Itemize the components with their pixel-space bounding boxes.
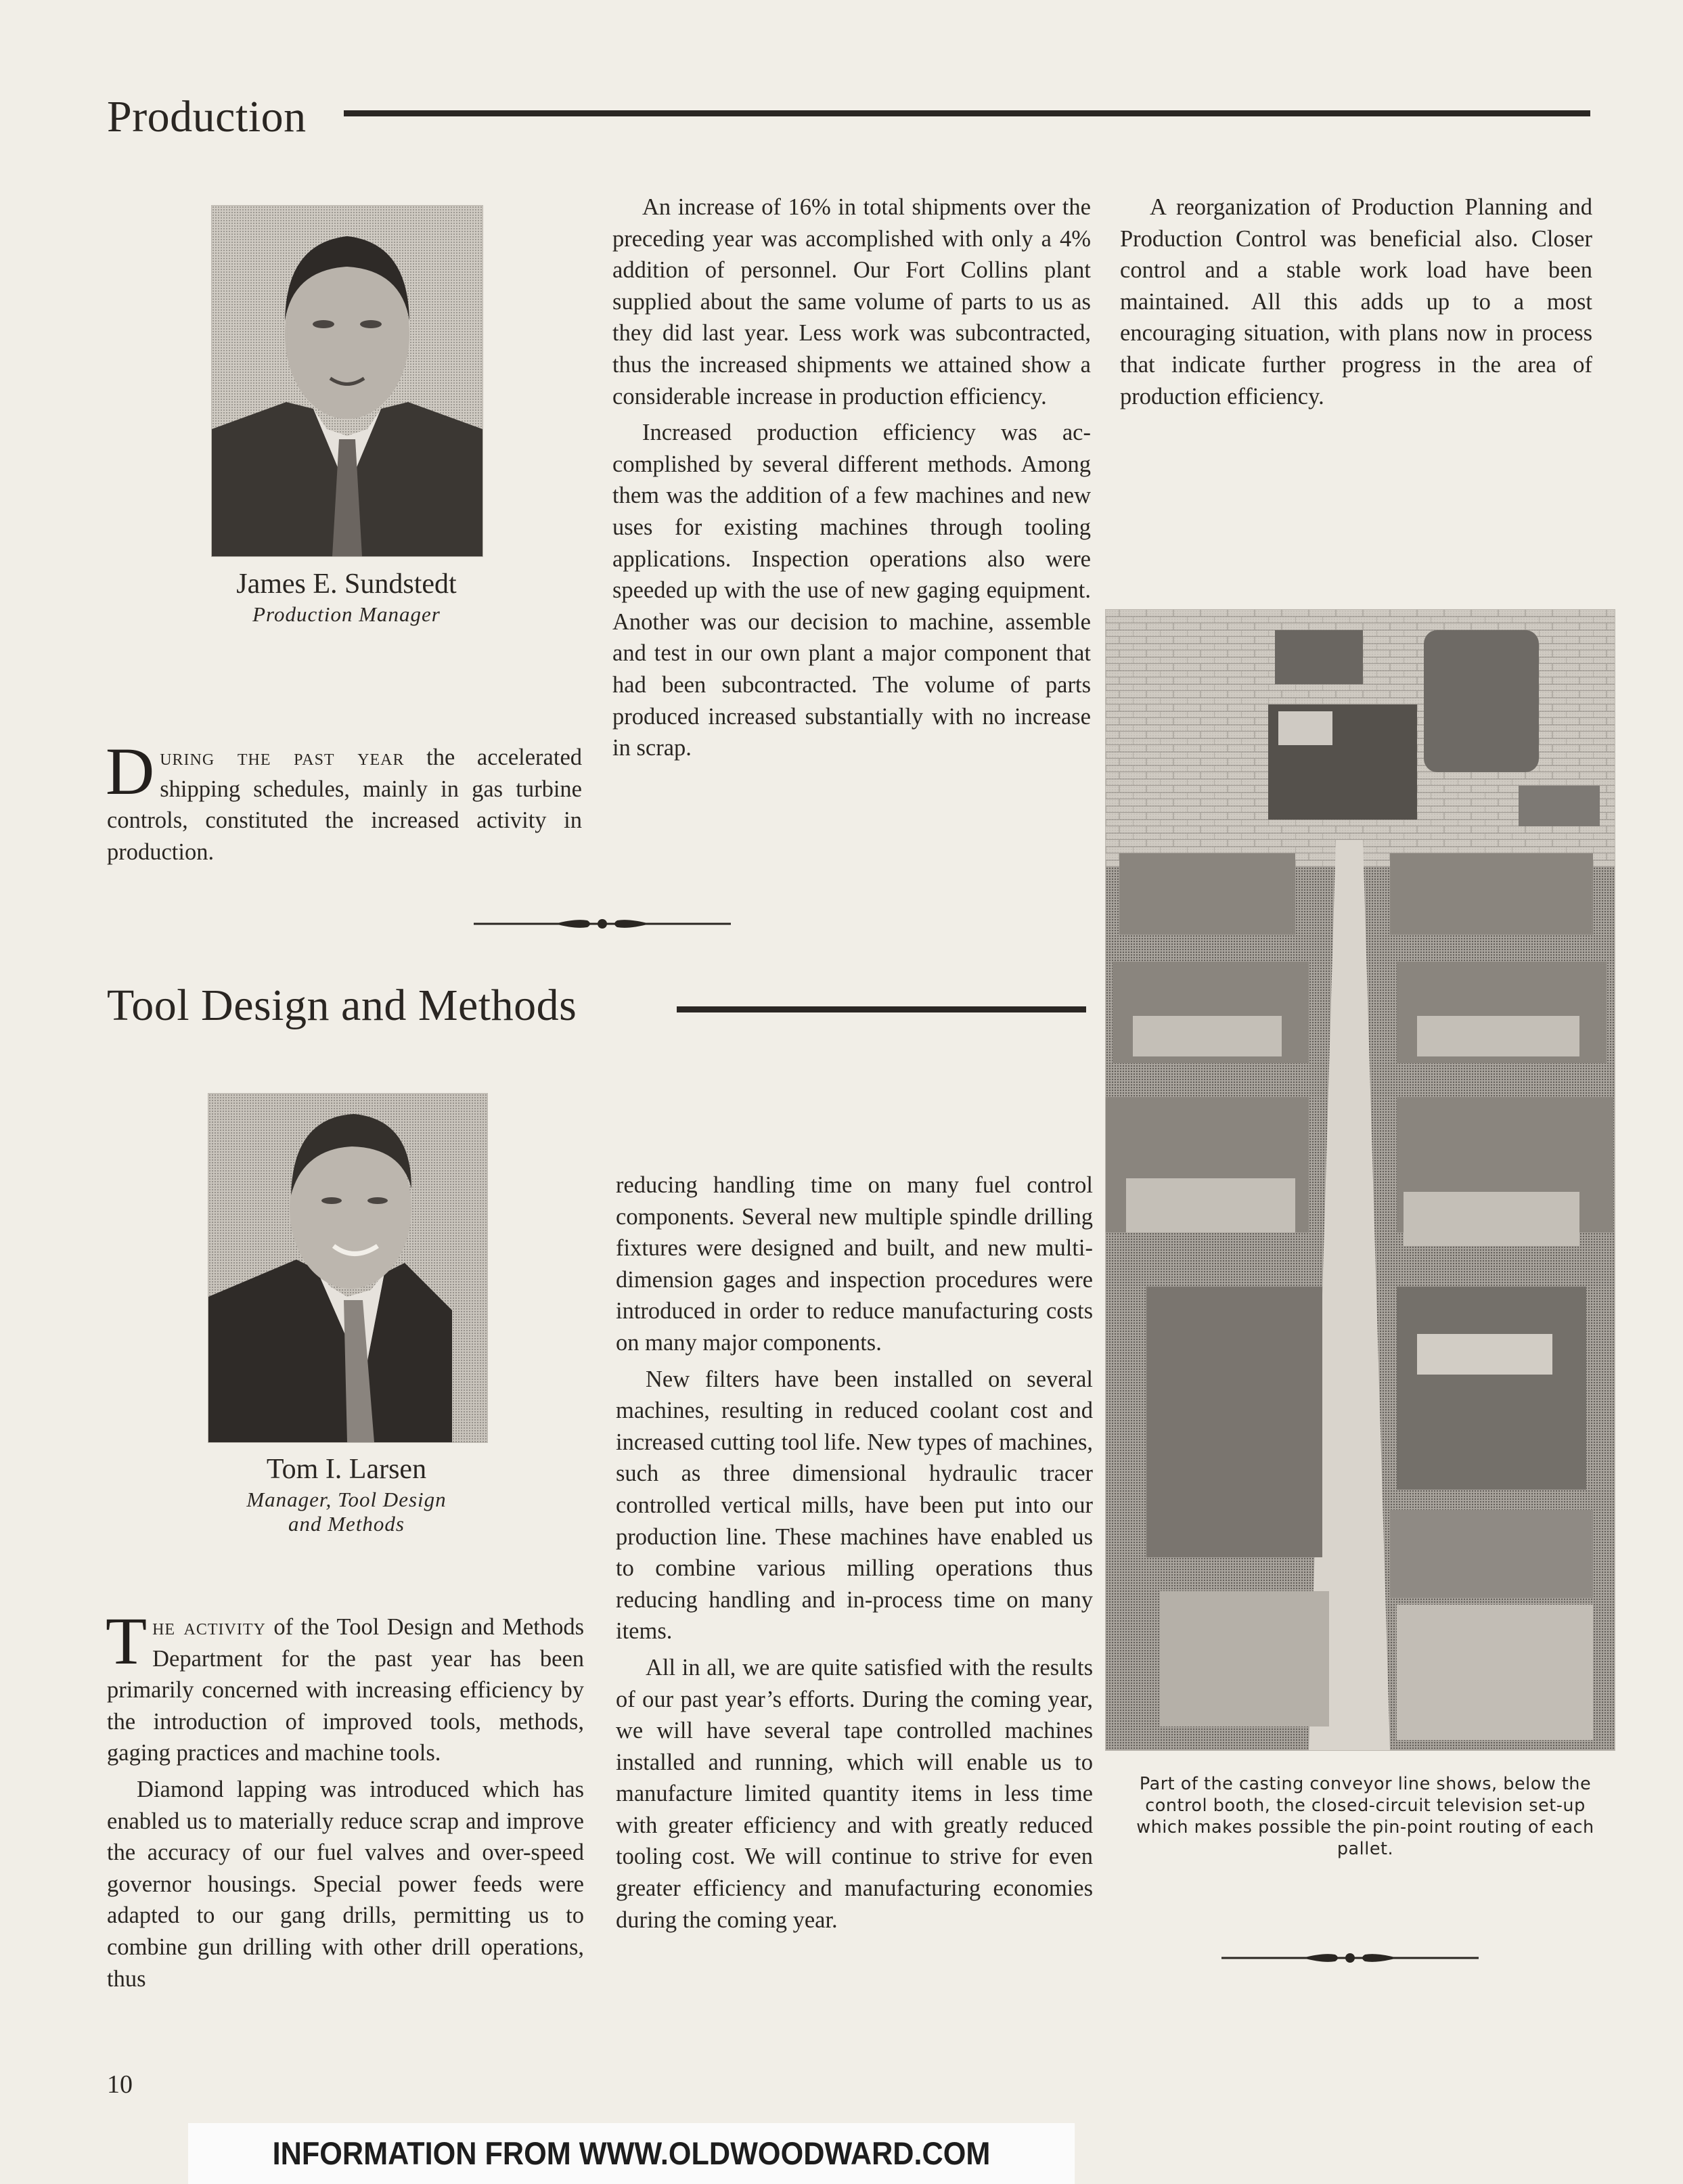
paragraph: reducing handling time on many fuel control components. Several new multiple spindle drilling fixtures were designed and built, and new multi-dimension gages and inspection procedures were introduced in order to reduce manufacturing costs on many major components.: [616, 1172, 1093, 1356]
portrait-image: [208, 1094, 487, 1442]
paragraph: A reorganization of Production Planning and Production Control was beneficial also. Closer control and a stable work load have been maintained. All this adds up to a most encouraging situation, with plans now in process that indicate further progress in the area of production efficiency.: [1120, 194, 1592, 409]
photo-caption: Part of the casting conveyor line shows, below the control booth, the closed-circuit television set-up which makes possible the pin-point routing of each pallet.: [1136, 1774, 1594, 1859]
page-number: 10: [107, 2070, 133, 2099]
person-name: James E. Sundstedt: [236, 569, 457, 600]
ornament-divider: [1221, 1948, 1479, 1968]
intro-text: of the Tool Design and Methods Department for the past year has been primarily concerned with increasing efficiency by the introduction of improved tools, methods, gaging practices and machine tools.: [107, 1614, 584, 1766]
person-title-line-1: Manager, Tool Design: [246, 1488, 447, 1511]
intro-text: the accelerated shipping schedules, mainly in gas turbine controls, constituted the increased activity in production.: [107, 744, 583, 865]
lead-in-smallcaps: uring the past year: [160, 744, 405, 770]
portrait-photo-larsen: [208, 1093, 488, 1443]
lead-in-smallcaps: he activity: [152, 1614, 266, 1640]
section-heading-tool-design: Tool Design and Methods: [107, 981, 577, 1030]
heading-rule: [344, 110, 1590, 116]
source-stamp: INFORMATION FROM WWW.OLDWOODWARD.COM: [188, 2123, 1075, 2184]
paragraph: Increased production efficiency was accomplished by several different methods. Among them was the addition of a few machines and new uses for existing machines through tooling applications. Inspection operations also were speeded up with the use of new gaging equipment. Another was our decision to machine, assemble and test in our own plant a major component that had been subcontracted. The volume of parts produced increased substantially with no increase in scrap.: [612, 420, 1091, 761]
portrait-image: [212, 206, 483, 556]
person-title: [150, 1488, 543, 1536]
production-intro: [106, 734, 583, 868]
paragraph: All in all, we are quite satisfied with the results of our past year’s efforts. During the coming year, we will have several tape controlled machines installed and running, which will enable us to manufacture limited quantity items in less time with greater efficiency and with greatly reduced tooling cost. We will continue to strive for even greater efficiency and manufacturing economies during the coming year.: [616, 1654, 1093, 1933]
portrait-photo-sundstedt: [211, 205, 483, 557]
person-title: Production Manager: [252, 602, 441, 626]
photo-image: [1106, 610, 1615, 1750]
paragraph: Diamond lapping was introduced which has enabled us to materially reduce scrap and improve the accuracy of our fuel valves and over-speed governor housings. Special power feeds were adapted to our gang drills, permitting us to combine gun drilling with other drill operations, thus: [107, 1776, 584, 1992]
production-column-2: [612, 192, 1091, 764]
paragraph: An increase of 16% in total shipments over the preceding year was accomplished with only a 4% addition of personnel. Our Fort Collins plant supplied about the same volume of parts to us as they did last year. Less work was subcontracted, thus the increased shipments we attained show a considerable increase in production efficiency.: [612, 194, 1091, 409]
tool-design-column-1: [106, 1603, 584, 1994]
tool-design-column-2: [616, 1169, 1093, 1936]
ornament-divider: [474, 914, 731, 934]
factory-conveyor-photo: [1105, 609, 1615, 1751]
heading-rule: [677, 1006, 1086, 1012]
drop-cap: D: [106, 734, 155, 809]
production-column-3: [1120, 192, 1592, 412]
person-title-line-2: and Methods: [288, 1511, 405, 1536]
drop-cap: T: [106, 1603, 148, 1678]
section-heading-production: Production: [107, 92, 307, 141]
paragraph: New filters have been installed on several machines, resulting in reduced coolant cost and increased cutting tool life. New types of machines, such as three dimensional hydraulic tracer controlled vertical mills, have been put into our production line. These machines have enabled us to combine various milling operations thus reducing handling and in-process time on many items.: [616, 1366, 1093, 1645]
person-name: Tom I. Larsen: [266, 1454, 427, 1485]
